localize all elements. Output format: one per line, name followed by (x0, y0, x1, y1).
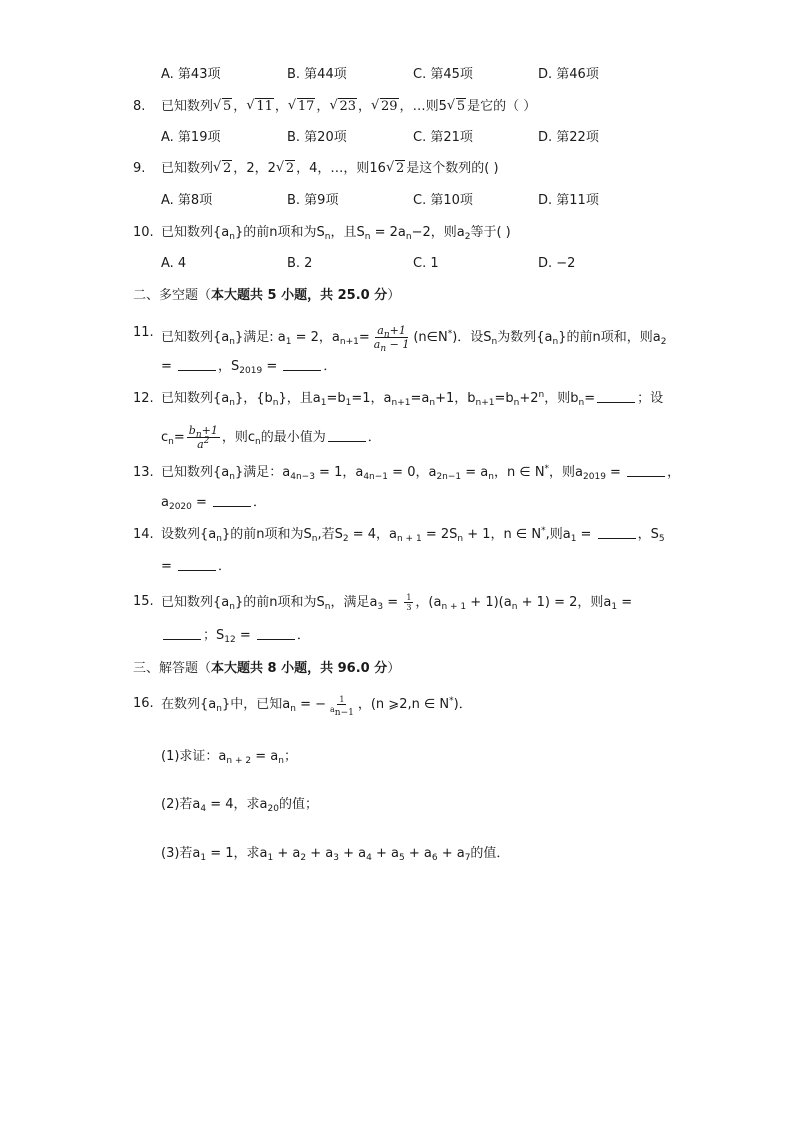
question-number: 13. (133, 465, 154, 480)
question-16-part-3: (3)若$a_1 = 1$，求$a_1 + a_2 + a_3 + a_4 + a_5 + a_6 + a_7$的值． (161, 846, 510, 863)
q8-option-a: A. 第19项 (161, 130, 221, 145)
question-number: 9. (133, 161, 146, 176)
answer-blank (598, 526, 636, 539)
answer-blank (328, 429, 366, 442)
question-13-line2: $a_{2020}$ = ． (161, 495, 267, 512)
answer-blank (597, 390, 635, 403)
q10-option-a: A. 4 (161, 256, 187, 271)
answer-blank (178, 558, 216, 571)
q7-option-b: B. 第44项 (287, 67, 347, 82)
section-2-heading: 二、多空题（本大题共 5 小题，共 25.0 分） (133, 288, 401, 303)
q8-option-c: C. 第21项 (413, 130, 473, 145)
question-stem: 已知数列√ 5 ，√ 11 ，√ 17 ，√ 23 ，√ 29 ，…则5√ 5 是它的（ ） (161, 98, 536, 116)
q8-option-b: B. 第20项 (287, 130, 347, 145)
answer-blank (257, 627, 295, 640)
answer-blank (213, 494, 251, 507)
q7-option-c: C. 第45项 (413, 67, 473, 82)
question-number: 8. (133, 99, 146, 114)
answer-blank (283, 358, 321, 371)
q7-option-d: D. 第46项 (538, 67, 599, 82)
question-stem: 已知数列$\{a_n\}$，$\{b_n\}$，且$a_1=b_1=1$，$a_{n+1}=a_n+1$，$b_{n+1}=b_n+2^n$，则$b_n=$ ；设 (161, 390, 664, 408)
question-stem: 设数列$\{a_n\}$的前n项和为$S_n$,若$S_2 = 4$，$a_{n + 1} = 2S_n + 1$，n ∈ N*,则$a_1$ = ，$S_5$ (161, 526, 665, 544)
answer-blank (163, 627, 201, 640)
question-number: 10. (133, 225, 154, 240)
q8-option-d: D. 第22项 (538, 130, 599, 145)
question-12-line2: $c_n=$ $\frac{b_n+1}{a^2}$ ，则$c_n$的最小值为 ． (161, 424, 381, 451)
question-stem: 在数列$\{a_n\}$中，已知$a_n$ = − $\frac{1}{a_{n-1}}$ ，(n ⩾2,n ∈ N*)． (161, 695, 472, 718)
fraction: $\frac{b_n+1}{a^2}$ (188, 424, 218, 451)
q9-option-a: A. 第8项 (161, 193, 213, 208)
question-number: 15. (133, 594, 154, 609)
answer-blank (178, 358, 216, 371)
question-11-line2: = ，$S_{2019}$ = ． (161, 359, 337, 376)
fraction: $\frac{a_n+1}{a_n - 1}$ (373, 324, 410, 354)
question-16-part-2: (2)若$a_4 = 4$，求$a_{20}$的值； (161, 797, 318, 814)
q9-option-c: C. 第10项 (413, 193, 473, 208)
question-15-line2: ；$S_{12}$ = ． (161, 627, 310, 645)
answer-blank (627, 464, 665, 477)
q9-option-d: D. 第11项 (538, 193, 599, 208)
section-3-heading: 三、解答题（本大题共 8 小题，共 96.0 分） (133, 661, 401, 676)
question-stem: 已知数列$\{a_n\}$满足: $a_1 = 2$，$a_{n+1}=$ $\frac{a_n+1}{a_n - 1}$ (n∈N*)．设$S_n$为数列$\{a_n\}$的前n项和，则$a_2$ (161, 324, 667, 354)
q9-option-b: B. 第9项 (287, 193, 339, 208)
q7-option-a: A. 第43项 (161, 67, 221, 82)
question-stem: 已知数列$\{a_n\}$满足：$a_{4n-3} = 1$，$a_{4n-1} = 0$，$a_{2n-1} = a_n$，n ∈ N*，则$a_{2019}$ = ， (161, 464, 681, 482)
question-stem: 已知数列√ 2 ，2，2√ 2 ，4，…，则16√ 2 是这个数列的( ) (161, 160, 499, 178)
q10-option-d: D. −2 (538, 256, 576, 271)
q10-option-b: B. 2 (287, 256, 313, 271)
fraction: $\frac{1}{a_{n-1}}$ (330, 695, 354, 718)
question-14-line2: = ． (161, 559, 232, 574)
q10-option-c: C. 1 (413, 256, 439, 271)
question-number: 12. (133, 391, 154, 406)
question-number: 14. (133, 527, 154, 542)
question-number: 11. (133, 325, 154, 340)
fraction: $\frac{1}{3}$ (406, 593, 412, 612)
question-stem: 已知数列$\{a_n\}$的前n项和为$S_n$，且$S_n = 2a_n-2$，则$a_2$等于( ) (161, 225, 511, 242)
question-16-part-1: (1)求证：$a_{n + 2} = a_n$； (161, 749, 297, 766)
question-stem: 已知数列$\{a_n\}$的前n项和为$S_n$，满足$a_3$ = $\frac{1}{3}$ ，$(a_{n + 1} + 1)(a_n + 1) = 2$，则$a_1$ = (161, 593, 633, 612)
question-number: 16. (133, 696, 154, 711)
